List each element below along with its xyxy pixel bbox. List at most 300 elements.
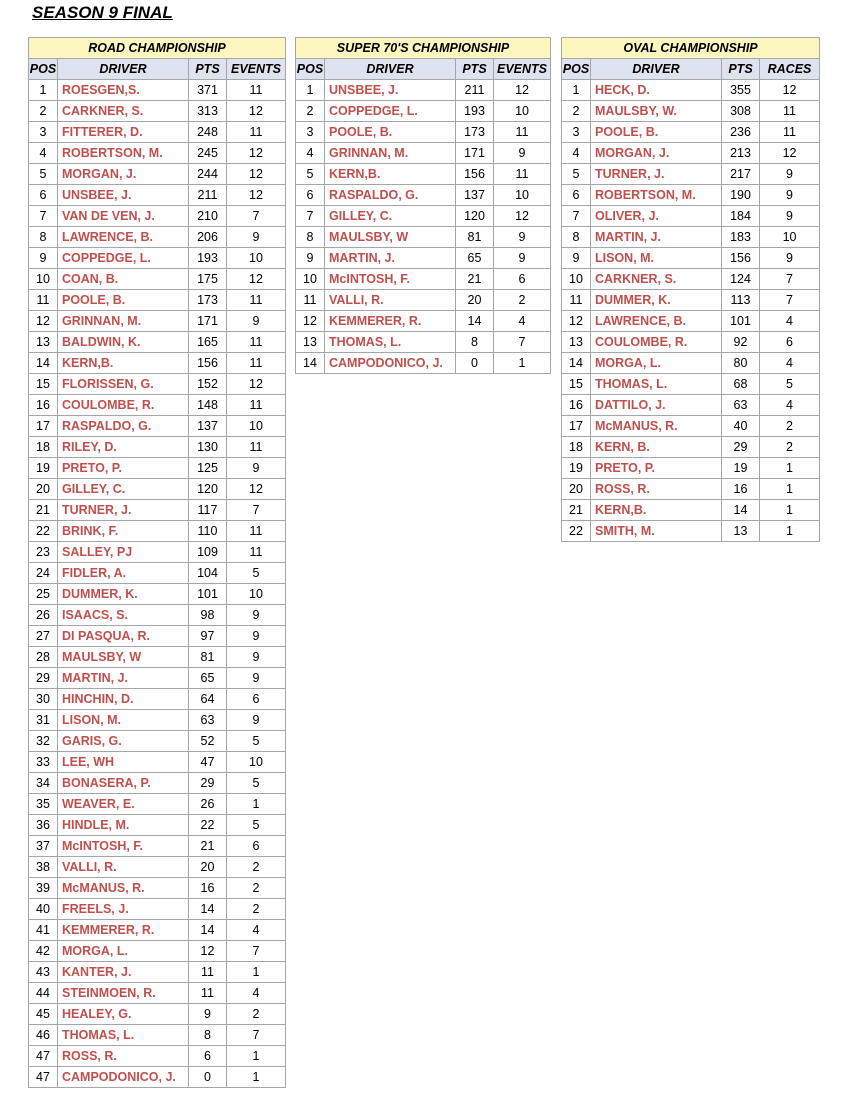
pts-cell: 14 (189, 920, 227, 941)
pts-cell: 16 (722, 479, 760, 500)
count-cell: 1 (494, 353, 551, 374)
table-row (296, 143, 551, 164)
pts-cell: 19 (722, 458, 760, 479)
pts-cell: 190 (722, 185, 760, 206)
pts-cell: 173 (456, 122, 494, 143)
driver-cell: KERN, B. (591, 437, 722, 458)
count-cell: 9 (227, 605, 286, 626)
driver-cell: OLIVER, J. (591, 206, 722, 227)
count-cell: 11 (227, 290, 286, 311)
pts-cell: 20 (189, 857, 227, 878)
count-cell: 1 (227, 794, 286, 815)
table-row (562, 395, 820, 416)
pts-cell: 125 (189, 458, 227, 479)
pts-cell: 245 (189, 143, 227, 164)
driver-cell: McMANUS, R. (591, 416, 722, 437)
pos-cell: 7 (562, 206, 591, 227)
driver-cell: CAMPODONICO, J. (325, 353, 456, 374)
pos-cell: 16 (562, 395, 591, 416)
table-row (562, 290, 820, 311)
pos-cell: 41 (29, 920, 58, 941)
road-championship-table (28, 37, 286, 1088)
driver-cell: ROBERTSON, M. (58, 143, 189, 164)
driver-cell: KERN,B. (325, 164, 456, 185)
table-row (29, 773, 286, 794)
count-cell: 9 (227, 311, 286, 332)
count-cell: 2 (227, 1004, 286, 1025)
pos-cell: 20 (562, 479, 591, 500)
pos-cell: 8 (296, 227, 325, 248)
pts-cell: 171 (456, 143, 494, 164)
table-row (29, 80, 286, 101)
driver-cell: LISON, M. (591, 248, 722, 269)
table-row (562, 206, 820, 227)
count-cell: 12 (227, 479, 286, 500)
pos-cell: 4 (29, 143, 58, 164)
pos-cell: 13 (562, 332, 591, 353)
table-row (29, 647, 286, 668)
count-cell: 12 (760, 80, 820, 101)
column-header-row (29, 59, 286, 80)
driver-header: DRIVER (58, 59, 189, 80)
pos-cell: 31 (29, 710, 58, 731)
table-row (29, 857, 286, 878)
count-cell: 11 (227, 395, 286, 416)
count-cell: 11 (227, 353, 286, 374)
driver-cell: THOMAS, L. (58, 1025, 189, 1046)
count-cell: 9 (760, 206, 820, 227)
count-cell: 1 (760, 521, 820, 542)
driver-cell: BRINK, F. (58, 521, 189, 542)
driver-cell: ISAACS, S. (58, 605, 189, 626)
table-row (562, 416, 820, 437)
pos-cell: 3 (562, 122, 591, 143)
count-cell: 1 (760, 479, 820, 500)
count-cell: 9 (494, 248, 551, 269)
count-cell: 4 (760, 311, 820, 332)
driver-cell: HINCHIN, D. (58, 689, 189, 710)
driver-cell: TURNER, J. (591, 164, 722, 185)
table-row (296, 269, 551, 290)
pos-cell: 7 (296, 206, 325, 227)
pos-cell: 20 (29, 479, 58, 500)
pos-cell: 40 (29, 899, 58, 920)
pos-cell: 19 (562, 458, 591, 479)
count-cell: 10 (494, 101, 551, 122)
driver-cell: LAWRENCE, B. (591, 311, 722, 332)
count-cell: 9 (760, 185, 820, 206)
pos-cell: 17 (29, 416, 58, 437)
count-cell: 12 (227, 143, 286, 164)
pos-cell: 45 (29, 1004, 58, 1025)
driver-cell: COAN, B. (58, 269, 189, 290)
pts-cell: 193 (189, 248, 227, 269)
count-cell: 9 (227, 647, 286, 668)
pos-cell: 26 (29, 605, 58, 626)
table-row (29, 941, 286, 962)
count-cell: 2 (227, 857, 286, 878)
driver-cell: MAULSBY, W (325, 227, 456, 248)
pos-cell: 38 (29, 857, 58, 878)
table-row (296, 122, 551, 143)
table-row (562, 521, 820, 542)
driver-cell: RASPALDO, G. (58, 416, 189, 437)
pos-cell: 36 (29, 815, 58, 836)
pts-cell: 21 (189, 836, 227, 857)
driver-cell: MARTIN, J. (325, 248, 456, 269)
driver-cell: MORGA, L. (591, 353, 722, 374)
table-row (29, 605, 286, 626)
pos-cell: 15 (29, 374, 58, 395)
pts-cell: 81 (456, 227, 494, 248)
pos-cell: 35 (29, 794, 58, 815)
table-row (296, 185, 551, 206)
pos-cell: 9 (29, 248, 58, 269)
driver-cell: MORGAN, J. (58, 164, 189, 185)
count-cell: 12 (227, 164, 286, 185)
table-caption: SUPER 70'S CHAMPIONSHIP (296, 38, 551, 59)
pos-cell: 47 (29, 1067, 58, 1088)
pos-cell: 5 (562, 164, 591, 185)
pts-cell: 193 (456, 101, 494, 122)
table-row (29, 101, 286, 122)
driver-cell: POOLE, B. (58, 290, 189, 311)
pos-cell: 14 (296, 353, 325, 374)
table-row (562, 143, 820, 164)
table-row (29, 1004, 286, 1025)
driver-header: DRIVER (591, 59, 722, 80)
pos-cell: 10 (29, 269, 58, 290)
driver-cell: CARKNER, S. (58, 101, 189, 122)
table-row (29, 374, 286, 395)
table-caption-row (562, 38, 820, 59)
pts-cell: 217 (722, 164, 760, 185)
table-row (29, 920, 286, 941)
table-row (29, 584, 286, 605)
pos-cell: 4 (296, 143, 325, 164)
driver-cell: ROESGEN,S. (58, 80, 189, 101)
pts-cell: 206 (189, 227, 227, 248)
driver-cell: MARTIN, J. (58, 668, 189, 689)
table-row (29, 416, 286, 437)
table-row (562, 269, 820, 290)
driver-cell: THOMAS, L. (325, 332, 456, 353)
driver-cell: UNSBEE, J. (58, 185, 189, 206)
count-cell: 4 (227, 983, 286, 1004)
count-header: EVENTS (227, 59, 286, 80)
pos-cell: 29 (29, 668, 58, 689)
count-cell: 5 (227, 731, 286, 752)
count-cell: 10 (227, 752, 286, 773)
count-cell: 12 (227, 374, 286, 395)
pos-cell: 17 (562, 416, 591, 437)
pts-cell: 371 (189, 80, 227, 101)
table-caption: OVAL CHAMPIONSHIP (562, 38, 820, 59)
count-cell: 5 (227, 815, 286, 836)
pts-cell: 148 (189, 395, 227, 416)
table-row (29, 878, 286, 899)
pos-cell: 1 (29, 80, 58, 101)
count-cell: 1 (760, 458, 820, 479)
count-cell: 9 (227, 458, 286, 479)
count-cell: 12 (227, 269, 286, 290)
driver-cell: GRINNAN, M. (325, 143, 456, 164)
count-cell: 11 (494, 122, 551, 143)
pos-cell: 42 (29, 941, 58, 962)
driver-header: DRIVER (325, 59, 456, 80)
driver-cell: SALLEY, PJ (58, 542, 189, 563)
table-row (562, 479, 820, 500)
pos-cell: 3 (29, 122, 58, 143)
table-row (29, 332, 286, 353)
table-row (296, 311, 551, 332)
pts-cell: 81 (189, 647, 227, 668)
driver-cell: FITTERER, D. (58, 122, 189, 143)
count-cell: 11 (227, 80, 286, 101)
pos-cell: 9 (296, 248, 325, 269)
pts-cell: 171 (189, 311, 227, 332)
count-cell: 2 (227, 878, 286, 899)
count-header: RACES (760, 59, 820, 80)
table-row (562, 164, 820, 185)
pts-cell: 64 (189, 689, 227, 710)
pts-cell: 173 (189, 290, 227, 311)
pts-cell: 21 (456, 269, 494, 290)
pts-cell: 97 (189, 626, 227, 647)
pts-cell: 13 (722, 521, 760, 542)
pos-cell: 8 (562, 227, 591, 248)
table-row (29, 962, 286, 983)
count-cell: 1 (227, 962, 286, 983)
pos-cell: 10 (296, 269, 325, 290)
driver-cell: HECK, D. (591, 80, 722, 101)
pos-cell: 22 (29, 521, 58, 542)
table-row (29, 521, 286, 542)
pos-cell: 39 (29, 878, 58, 899)
pos-cell: 33 (29, 752, 58, 773)
pts-cell: 65 (456, 248, 494, 269)
count-cell: 9 (227, 710, 286, 731)
table-row (562, 227, 820, 248)
table-row (29, 626, 286, 647)
pts-cell: 6 (189, 1046, 227, 1067)
driver-cell: FREELS, J. (58, 899, 189, 920)
pos-cell: 2 (562, 101, 591, 122)
pts-cell: 8 (456, 332, 494, 353)
count-cell: 2 (760, 437, 820, 458)
driver-cell: DUMMER, K. (58, 584, 189, 605)
count-cell: 11 (227, 122, 286, 143)
pts-cell: 8 (189, 1025, 227, 1046)
table-row (29, 395, 286, 416)
driver-cell: KEMMERER, R. (58, 920, 189, 941)
driver-cell: KERN,B. (58, 353, 189, 374)
pos-cell: 21 (29, 500, 58, 521)
pos-cell: 30 (29, 689, 58, 710)
count-cell: 7 (227, 941, 286, 962)
count-cell: 12 (227, 185, 286, 206)
count-cell: 9 (760, 248, 820, 269)
driver-cell: COPPEDGE, L. (325, 101, 456, 122)
pts-cell: 355 (722, 80, 760, 101)
pos-cell: 1 (562, 80, 591, 101)
count-cell: 1 (760, 500, 820, 521)
driver-cell: FIDLER, A. (58, 563, 189, 584)
driver-cell: COULOMBE, R. (58, 395, 189, 416)
pos-cell: 28 (29, 647, 58, 668)
pos-cell: 7 (29, 206, 58, 227)
pts-cell: 211 (456, 80, 494, 101)
table-row (29, 710, 286, 731)
table-row (562, 500, 820, 521)
pos-cell: 2 (296, 101, 325, 122)
count-cell: 9 (227, 626, 286, 647)
pts-cell: 137 (189, 416, 227, 437)
pos-cell: 46 (29, 1025, 58, 1046)
table-row (29, 500, 286, 521)
count-header: EVENTS (494, 59, 551, 80)
driver-cell: MAULSBY, W. (591, 101, 722, 122)
page-title: SEASON 9 FINAL (32, 3, 173, 22)
driver-cell: BONASERA, P. (58, 773, 189, 794)
count-cell: 9 (494, 227, 551, 248)
pts-cell: 117 (189, 500, 227, 521)
driver-cell: KANTER, J. (58, 962, 189, 983)
pos-cell: 22 (562, 521, 591, 542)
table-row (29, 311, 286, 332)
pos-cell: 6 (29, 185, 58, 206)
driver-cell: COULOMBE, R. (591, 332, 722, 353)
pts-cell: 9 (189, 1004, 227, 1025)
pts-cell: 26 (189, 794, 227, 815)
driver-cell: POOLE, B. (591, 122, 722, 143)
pts-cell: 63 (189, 710, 227, 731)
driver-cell: CARKNER, S. (591, 269, 722, 290)
pts-header: PTS (722, 59, 760, 80)
driver-cell: RILEY, D. (58, 437, 189, 458)
table-row (29, 1046, 286, 1067)
pos-cell: 32 (29, 731, 58, 752)
pos-cell: 44 (29, 983, 58, 1004)
table-row (29, 1025, 286, 1046)
table-row (29, 479, 286, 500)
pts-cell: 109 (189, 542, 227, 563)
driver-cell: McMANUS, R. (58, 878, 189, 899)
table-row (29, 185, 286, 206)
pts-cell: 120 (189, 479, 227, 500)
table-row (562, 311, 820, 332)
count-cell: 10 (227, 584, 286, 605)
driver-cell: COPPEDGE, L. (58, 248, 189, 269)
pts-cell: 14 (722, 500, 760, 521)
pos-cell: 1 (296, 80, 325, 101)
table-row (562, 332, 820, 353)
pos-cell: 13 (29, 332, 58, 353)
table-row (562, 374, 820, 395)
count-cell: 1 (227, 1046, 286, 1067)
count-cell: 9 (760, 164, 820, 185)
driver-cell: VALLI, R. (58, 857, 189, 878)
pos-cell: 14 (562, 353, 591, 374)
driver-cell: UNSBEE, J. (325, 80, 456, 101)
driver-cell: McINTOSH, F. (325, 269, 456, 290)
count-cell: 7 (227, 206, 286, 227)
pos-cell: 34 (29, 773, 58, 794)
count-cell: 4 (227, 920, 286, 941)
driver-cell: ROBERTSON, M. (591, 185, 722, 206)
driver-cell: POOLE, B. (325, 122, 456, 143)
table-row (29, 794, 286, 815)
count-cell: 2 (494, 290, 551, 311)
count-cell: 4 (494, 311, 551, 332)
pts-cell: 313 (189, 101, 227, 122)
count-cell: 12 (494, 80, 551, 101)
column-header-row (562, 59, 820, 80)
pts-cell: 120 (456, 206, 494, 227)
table-row (29, 731, 286, 752)
table-row (29, 752, 286, 773)
pos-cell: 27 (29, 626, 58, 647)
pts-cell: 29 (722, 437, 760, 458)
driver-cell: LEE, WH (58, 752, 189, 773)
pos-cell: 6 (562, 185, 591, 206)
table-row (296, 206, 551, 227)
count-cell: 4 (760, 395, 820, 416)
driver-cell: KERN,B. (591, 500, 722, 521)
pts-cell: 113 (722, 290, 760, 311)
table-row (562, 122, 820, 143)
count-cell: 10 (760, 227, 820, 248)
pts-cell: 236 (722, 122, 760, 143)
pos-cell: 18 (562, 437, 591, 458)
pos-cell: 2 (29, 101, 58, 122)
pts-cell: 156 (722, 248, 760, 269)
pos-cell: 11 (562, 290, 591, 311)
pts-cell: 101 (722, 311, 760, 332)
table-row (29, 437, 286, 458)
pos-cell: 5 (296, 164, 325, 185)
pts-cell: 248 (189, 122, 227, 143)
pts-cell: 183 (722, 227, 760, 248)
count-cell: 5 (760, 374, 820, 395)
count-cell: 7 (227, 500, 286, 521)
table-row (562, 101, 820, 122)
pts-cell: 80 (722, 353, 760, 374)
pts-cell: 14 (456, 311, 494, 332)
pts-cell: 63 (722, 395, 760, 416)
pos-cell: 13 (296, 332, 325, 353)
driver-cell: GILLEY, C. (58, 479, 189, 500)
pos-cell: 47 (29, 1046, 58, 1067)
count-cell: 11 (227, 521, 286, 542)
driver-cell: VALLI, R. (325, 290, 456, 311)
pos-cell: 15 (562, 374, 591, 395)
table-row (29, 899, 286, 920)
count-cell: 2 (227, 899, 286, 920)
table-row (562, 185, 820, 206)
table-row (29, 143, 286, 164)
pts-cell: 12 (189, 941, 227, 962)
super70s-championship-table (295, 37, 551, 374)
table-row (29, 689, 286, 710)
pts-cell: 110 (189, 521, 227, 542)
count-cell: 7 (760, 290, 820, 311)
pos-cell: 3 (296, 122, 325, 143)
count-cell: 11 (494, 164, 551, 185)
table-row (29, 122, 286, 143)
table-row (296, 80, 551, 101)
pos-cell: 9 (562, 248, 591, 269)
